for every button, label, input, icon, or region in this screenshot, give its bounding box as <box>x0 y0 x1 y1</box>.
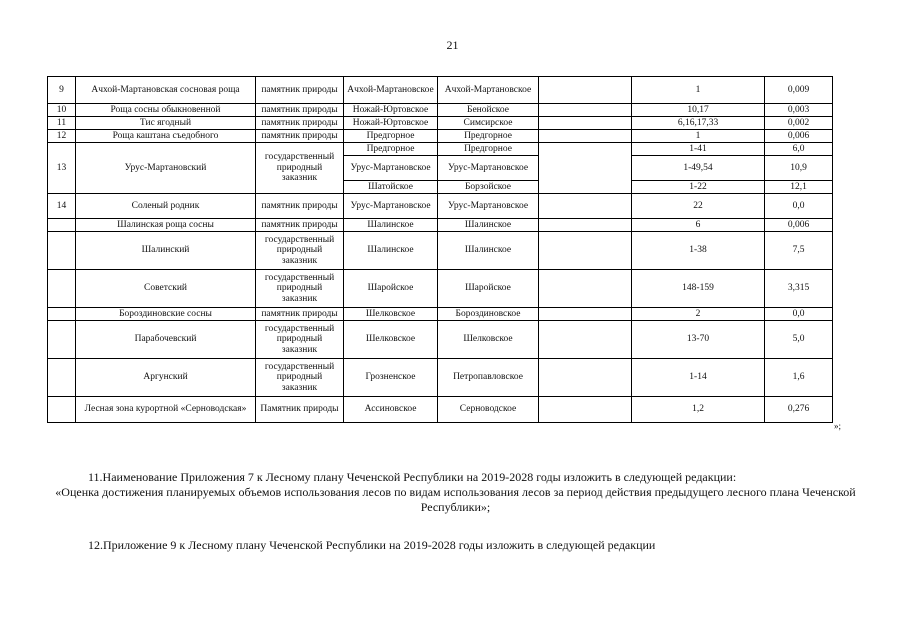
area: 12,1 <box>765 181 833 194</box>
row-number <box>48 359 76 397</box>
forestry: Предгорное <box>438 130 539 143</box>
object-name: Урус-Мартановский <box>76 143 256 194</box>
object-kind: памятник природы <box>256 104 344 117</box>
forestry: Урус-Мартановское <box>438 156 539 181</box>
table-row <box>48 308 833 321</box>
row-number <box>48 232 76 270</box>
object-name: Шалинский <box>76 232 256 270</box>
kvartal: 6 <box>632 219 765 232</box>
row-number: 10 <box>48 104 76 117</box>
object-kind: памятник природы <box>256 308 344 321</box>
forestry: Серноводское <box>438 397 539 423</box>
object-kind: государственный природный заказник <box>256 321 344 359</box>
forestry: Симсирское <box>438 117 539 130</box>
kvartal: 1-22 <box>632 181 765 194</box>
empty-cell <box>539 117 632 130</box>
table-row <box>48 77 833 104</box>
forestry: Предгорное <box>438 143 539 156</box>
empty-cell <box>539 397 632 423</box>
district: Урус-Мартановское <box>344 156 438 181</box>
object-kind: государственный природный заказник <box>256 359 344 397</box>
area: 5,0 <box>765 321 833 359</box>
area: 0,006 <box>765 130 833 143</box>
area: 1,6 <box>765 359 833 397</box>
object-kind: государственный природный заказник <box>256 143 344 194</box>
object-kind: памятник природы <box>256 219 344 232</box>
object-name: Парабочевский <box>76 321 256 359</box>
object-name: Роща каштана съедобного <box>76 130 256 143</box>
forestry: Шаройское <box>438 270 539 308</box>
object-name: Бороздиновские сосны <box>76 308 256 321</box>
kvartal: 1-14 <box>632 359 765 397</box>
district: Шалинское <box>344 219 438 232</box>
kvartal: 10,17 <box>632 104 765 117</box>
row-number <box>48 321 76 359</box>
row-number <box>48 219 76 232</box>
table-row <box>48 130 833 143</box>
forestry: Шалинское <box>438 232 539 270</box>
empty-cell <box>539 321 632 359</box>
area: 7,5 <box>765 232 833 270</box>
empty-cell <box>539 130 632 143</box>
row-number: 12 <box>48 130 76 143</box>
table-row <box>48 117 833 130</box>
forestry: Петропавловское <box>438 359 539 397</box>
row-number: 13 <box>48 143 76 194</box>
row-number: 9 <box>48 77 76 104</box>
forestry: Борзойское <box>438 181 539 194</box>
empty-cell <box>539 219 632 232</box>
kvartal: 22 <box>632 194 765 219</box>
kvartal: 1 <box>632 130 765 143</box>
area: 0,276 <box>765 397 833 423</box>
table-row <box>48 104 833 117</box>
empty-cell <box>539 104 632 117</box>
row-number: 11 <box>48 117 76 130</box>
table-row <box>48 232 833 270</box>
object-kind: памятник природы <box>256 194 344 219</box>
empty-cell <box>539 359 632 397</box>
protected-areas-table <box>47 76 833 423</box>
object-kind: памятник природы <box>256 117 344 130</box>
object-kind: памятник природы <box>256 77 344 104</box>
paragraph-11-heading: 11.Наименование Приложения 7 к Лесному плану Чеченской Республики на 2019-2028 годы изложить в следующей редакции: <box>88 470 737 484</box>
object-kind: государственный природный заказник <box>256 270 344 308</box>
row-number <box>48 270 76 308</box>
table-row <box>48 194 833 219</box>
kvartal: 2 <box>632 308 765 321</box>
district: Шелковское <box>344 321 438 359</box>
object-kind: Памятник природы <box>256 397 344 423</box>
paragraph-11 <box>48 470 863 515</box>
empty-cell <box>539 270 632 308</box>
district: Ножай-Юртовское <box>344 117 438 130</box>
district: Урус-Мартановское <box>344 194 438 219</box>
row-number: 14 <box>48 194 76 219</box>
area: 0,003 <box>765 104 833 117</box>
district: Предгорное <box>344 130 438 143</box>
object-kind: памятник природы <box>256 130 344 143</box>
kvartal: 148-159 <box>632 270 765 308</box>
area: 0,009 <box>765 77 833 104</box>
area: 0,002 <box>765 117 833 130</box>
district: Шатойское <box>344 181 438 194</box>
district: Шелковское <box>344 308 438 321</box>
empty-cell <box>539 143 632 194</box>
kvartal: 1-38 <box>632 232 765 270</box>
area: 6,0 <box>765 143 833 156</box>
kvartal: 1,2 <box>632 397 765 423</box>
district: Предгорное <box>344 143 438 156</box>
table-row <box>48 321 833 359</box>
object-name: Шалинская роща сосны <box>76 219 256 232</box>
object-name: Ачхой-Мартановская сосновая роща <box>76 77 256 104</box>
object-name: Соленый родник <box>76 194 256 219</box>
area: 3,315 <box>765 270 833 308</box>
empty-cell <box>539 194 632 219</box>
kvartal: 1-49,54 <box>632 156 765 181</box>
area: 0,006 <box>765 219 833 232</box>
paragraph-12: 12.Приложение 9 к Лесному плану Чеченской Республики на 2019-2028 годы изложить в следующей редакции <box>88 538 656 552</box>
object-name: Аргунский <box>76 359 256 397</box>
district: Ачхой-Мартановское <box>344 77 438 104</box>
row-number <box>48 308 76 321</box>
forestry: Ачхой-Мартановское <box>438 77 539 104</box>
district: Ножай-Юртовское <box>344 104 438 117</box>
page-number: 21 <box>446 38 459 52</box>
object-name: Роща сосны обыкновенной <box>76 104 256 117</box>
empty-cell <box>539 308 632 321</box>
table-row <box>48 219 833 232</box>
table-row <box>48 270 833 308</box>
district: Шаройское <box>344 270 438 308</box>
forestry: Урус-Мартановское <box>438 194 539 219</box>
kvartal: 13-70 <box>632 321 765 359</box>
forestry: Бороздиновское <box>438 308 539 321</box>
area: 10,9 <box>765 156 833 181</box>
kvartal: 1 <box>632 77 765 104</box>
forestry: Шалинское <box>438 219 539 232</box>
paragraph-11-title: «Оценка достижения планируемых объемов использования лесов по видам использования лесов за период действия предыдущего лесного плана Чеченской Республики»; <box>55 485 856 514</box>
forestry: Бенойское <box>438 104 539 117</box>
closing-quote-mark: »; <box>834 421 842 431</box>
table-row <box>48 143 833 156</box>
district: Ассиновское <box>344 397 438 423</box>
area: 0,0 <box>765 194 833 219</box>
area: 0,0 <box>765 308 833 321</box>
kvartal: 1-41 <box>632 143 765 156</box>
empty-cell <box>539 232 632 270</box>
empty-cell <box>539 77 632 104</box>
district: Шалинское <box>344 232 438 270</box>
table-row <box>48 397 833 423</box>
table-row <box>48 359 833 397</box>
object-name: Советский <box>76 270 256 308</box>
forestry: Шелковское <box>438 321 539 359</box>
object-name: Тис ягодный <box>76 117 256 130</box>
row-number <box>48 397 76 423</box>
object-kind: государственный природный заказник <box>256 232 344 270</box>
object-name: Лесная зона курортной «Серноводская» <box>76 397 256 423</box>
district: Грозненское <box>344 359 438 397</box>
kvartal: 6,16,17,33 <box>632 117 765 130</box>
